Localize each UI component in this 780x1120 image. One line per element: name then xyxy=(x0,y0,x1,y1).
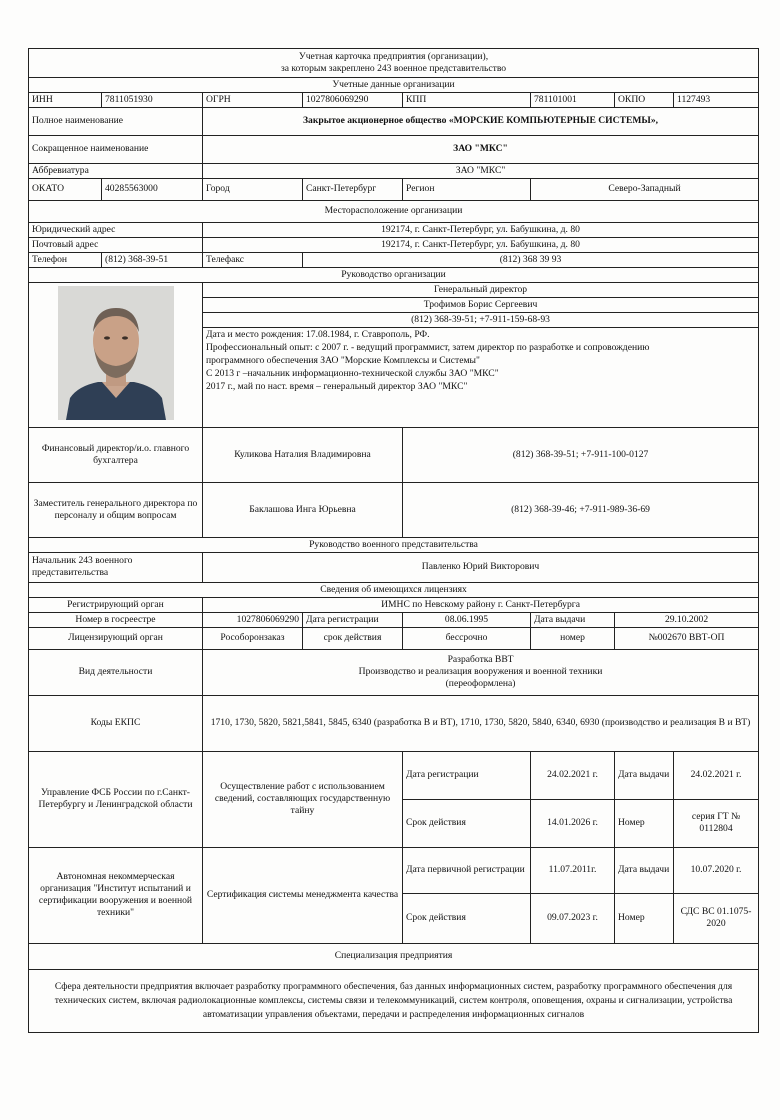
region-value: Северо-Западный xyxy=(531,178,759,200)
cfo-label: Финансовый директор/и.о. главного бухгалтера xyxy=(29,427,203,482)
fsb-activity: Осуществление работ с использованием сведений, составляющих государственную тайну xyxy=(203,751,403,847)
short-name-label: Сокращенное наименование xyxy=(29,135,203,163)
director-photo xyxy=(58,286,174,420)
director-photo-cell xyxy=(29,282,203,427)
license-number-label: номер xyxy=(531,627,615,649)
state-reg-value: 1027806069290 xyxy=(203,612,303,627)
section-accounting: Учетные данные организации xyxy=(29,78,759,93)
fsb-number-value: серия ГТ № 0112804 xyxy=(674,799,759,847)
full-name-value: Закрытое акционерное общество «МОРСКИЕ КОМПЬЮТЕРНЫЕ СИСТЕМЫ», xyxy=(203,107,759,135)
ogrn-label: ОГРН xyxy=(203,92,303,107)
deputy-label: Заместитель генерального директора по персоналу и общим вопросам xyxy=(29,482,203,537)
postal-address-label: Почтовый адрес xyxy=(29,237,203,252)
phone-value: (812) 368-39-51 xyxy=(102,252,203,267)
director-title: Генеральный директор xyxy=(203,282,759,297)
fsb-org: Управление ФСБ России по г.Санкт-Петербургу и Ленинградской области xyxy=(29,751,203,847)
okato-label: ОКАТО xyxy=(29,178,102,200)
fsb-validity-value: 14.01.2026 г. xyxy=(531,799,615,847)
activity-line: Разработка ВВТ xyxy=(447,654,514,666)
license-issue-date-value: 29.10.2002 xyxy=(615,612,759,627)
cert-first-reg-label: Дата первичной регистрации xyxy=(403,847,531,893)
phone-label: Телефон xyxy=(29,252,102,267)
director-bio xyxy=(203,327,759,427)
licensing-body-label: Лицензирующий орган xyxy=(29,627,203,649)
cfo-name: Куликова Наталия Владимировна xyxy=(203,427,403,482)
cert-validity-label: Срок действия xyxy=(403,893,531,943)
card-title: Учетная карточка предприятия (организации), xyxy=(298,51,489,63)
cert-number-value: СДС ВС 01.1075-2020 xyxy=(674,893,759,943)
military-chief-label: Начальник 243 военного представительства xyxy=(29,552,203,582)
bio-line: программного обеспечения ЗАО "Морские Комплексы и Системы" xyxy=(206,354,480,366)
fsb-number-label: Номер xyxy=(615,799,674,847)
full-name-label: Полное наименование xyxy=(29,107,203,135)
postal-address-value: 192174, г. Санкт-Петербург, ул. Бабушкина, д. 80 xyxy=(203,237,759,252)
bio-line: С 2013 г –начальник информационно-технической службы ЗАО "МКС" xyxy=(206,367,499,379)
activity-line: (переоформлена) xyxy=(445,678,516,690)
card-subtitle: за которым закреплено 243 военное представительство xyxy=(280,63,507,74)
bio-line: 2017 г., май по наст. время – генеральный директор ЗАО "МКС" xyxy=(206,380,468,392)
cert-issue-value: 10.07.2020 г. xyxy=(674,847,759,893)
okpo-value: 1127493 xyxy=(674,92,759,107)
deputy-name: Баклашова Инга Юрьевна xyxy=(203,482,403,537)
activity-label: Вид деятельности xyxy=(29,649,203,695)
licensing-body-value: Рособоронзаказ xyxy=(203,627,303,649)
fax-label: Телефакс xyxy=(203,252,303,267)
director-phone: (812) 368-39-51; +7-911-159-68-93 xyxy=(203,312,759,327)
section-licenses: Сведения об имеющихся лицензиях xyxy=(29,582,759,597)
fsb-reg-date-label: Дата регистрации xyxy=(403,751,531,799)
kpp-label: КПП xyxy=(403,92,531,107)
inn-value: 7811051930 xyxy=(102,92,203,107)
section-leadership: Руководство организации xyxy=(29,267,759,282)
cert-number-label: Номер xyxy=(615,893,674,943)
short-name-value: ЗАО "МКС" xyxy=(203,135,759,163)
okato-value: 40285563000 xyxy=(102,178,203,200)
ekps-value: 1710, 1730, 5820, 5821,5841, 5845, 6340 (разработка В и ВТ), 1710, 1730, 5820, 5840, 6340, 6930 (производство и реализация В и ВТ) xyxy=(203,695,759,751)
director-name: Трофимов Борис Сергеевич xyxy=(203,297,759,312)
specialization-text: Сфера деятельности предприятия включает разработку программного обеспечения, баз данных информационных систем, разработку программного обеспечения для технических систем, включая радиолокационные комплексы, системы связи и телекоммуникаций, систем контроля, оповещения, охраны и сигнализации, устройства автоматизации управления объектами, передачи и распределения информационных сигналов xyxy=(29,969,759,1032)
cfo-phone: (812) 368-39-51; +7-911-100-0127 xyxy=(403,427,759,482)
fsb-reg-date-value: 24.02.2021 г. xyxy=(531,751,615,799)
military-chief-name: Павленко Юрий Викторович xyxy=(203,552,759,582)
fsb-issue-label: Дата выдачи xyxy=(615,751,674,799)
legal-address-label: Юридический адрес xyxy=(29,222,203,237)
section-specialization: Специализация предприятия xyxy=(29,943,759,969)
cert-validity-value: 09.07.2023 г. xyxy=(531,893,615,943)
activity-line: Производство и реализация вооружения и военной техники xyxy=(358,666,603,678)
inn-label: ИНН xyxy=(29,92,102,107)
company-card-table xyxy=(28,48,759,1033)
fsb-issue-value: 24.02.2021 г. xyxy=(674,751,759,799)
abbr-value: ЗАО "МКС" xyxy=(203,163,759,178)
ogrn-value: 1027806069290 xyxy=(303,92,403,107)
section-location: Месторасположение организации xyxy=(29,200,759,222)
fsb-validity-label: Срок действия xyxy=(403,799,531,847)
city-label: Город xyxy=(203,178,303,200)
validity-value: бессрочно xyxy=(403,627,531,649)
validity-label: срок действия xyxy=(303,627,403,649)
city-value: Санкт-Петербург xyxy=(303,178,403,200)
license-number-value: №002670 ВВТ-ОП xyxy=(615,627,759,649)
deputy-phone: (812) 368-39-46; +7-911-989-36-69 xyxy=(403,482,759,537)
ekps-label: Коды ЕКПС xyxy=(29,695,203,751)
title-row xyxy=(29,49,759,78)
okpo-label: ОКПО xyxy=(615,92,674,107)
cert-issue-label: Дата выдачи xyxy=(615,847,674,893)
activity-value xyxy=(203,649,759,695)
reg-body-label: Регистрирующий орган xyxy=(29,597,203,612)
fax-value: (812) 368 39 93 xyxy=(303,252,759,267)
ids-row xyxy=(29,92,759,107)
bio-line: Профессиональный опыт: с 2007 г. - ведущий программист, затем директор по разработке и сопровождению xyxy=(206,341,650,353)
abbr-label: Аббревиатура xyxy=(29,163,203,178)
cert-activity: Сертификация системы менеджмента качества xyxy=(203,847,403,943)
section-military: Руководство военного представительства xyxy=(29,537,759,552)
cert-first-reg-value: 11.07.2011г. xyxy=(531,847,615,893)
bio-line: Дата и место рождения: 17.08.1984, г. Ставрополь, РФ. xyxy=(206,328,430,340)
cert-org: Автономная некоммерческая организация "Институт испытаний и сертификации вооружения и военной техники" xyxy=(29,847,203,943)
state-reg-label: Номер в госреестре xyxy=(29,612,203,627)
kpp-value: 781101001 xyxy=(531,92,615,107)
license-reg-date-label: Дата регистрации xyxy=(303,612,403,627)
legal-address-value: 192174, г. Санкт-Петербург, ул. Бабушкина, д. 80 xyxy=(203,222,759,237)
region-label: Регион xyxy=(403,178,531,200)
reg-body-value: ИМНС по Невскому району г. Санкт-Петербурга xyxy=(203,597,759,612)
license-reg-date-value: 08.06.1995 xyxy=(403,612,531,627)
license-issue-date-label: Дата выдачи xyxy=(531,612,615,627)
